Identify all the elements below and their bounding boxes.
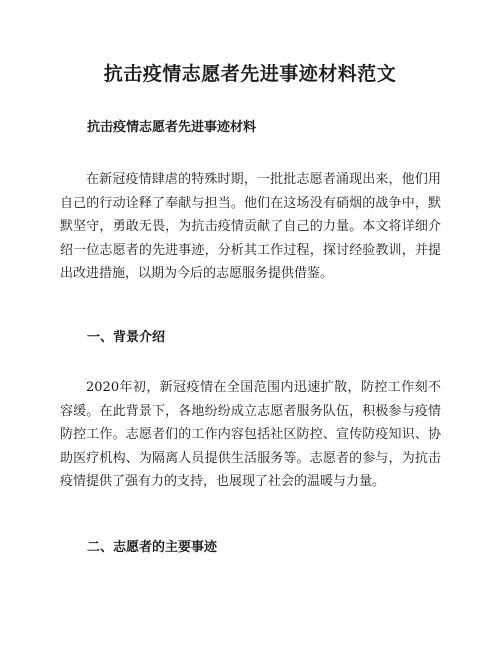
section-heading-main-deeds: 二、志愿者的主要事迹 — [87, 540, 218, 555]
document-title: 抗击疫情志愿者先进事迹材料范文 — [103, 63, 397, 85]
section-heading-background: 一、背景介绍 — [87, 330, 166, 345]
document-subtitle: 抗击疫情志愿者先进事迹材料 — [87, 120, 257, 135]
intro-paragraph: 在新冠疫情肆虐的特殊时期，一批批志愿者涌现出来，他们用自己的行动诠释了奉献与担当。他们在这场没有硝烟的战争中，默默坚守，勇敢无畏，为抗击疫情贡献了自己的力量。本文将详细介绍一位志愿者的先进事迹，分析其工作过程，探讨经验教训，并提出改进措施，以期为今后的志愿服务提供借鉴。 — [60, 172, 441, 281]
background-paragraph: 2020年初，新冠疫情在全国范围内迅速扩散，防控工作刻不容缓。在此背景下，各地纷纷成立志愿者服务队伍，积极参与疫情防控工作。志愿者们的工作内容包括社区防控、宣传防疫知识、协助医疗机构、为隔离人员提供生活服务等。志愿者的参与，为抗击疫情提供了强有力的支持，也展现了社会的温暖与力量。 — [60, 380, 441, 489]
